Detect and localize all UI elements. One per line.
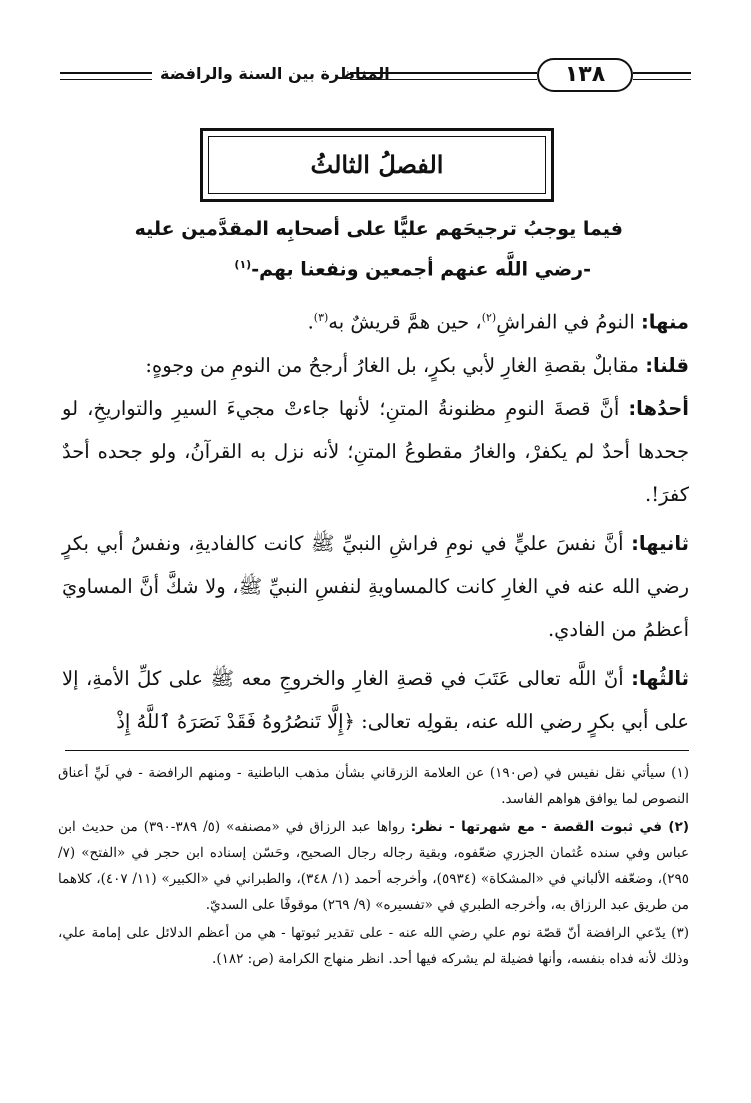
running-header xyxy=(60,58,691,94)
footnote-separator xyxy=(65,750,689,751)
chapter-title-box xyxy=(200,128,554,202)
second-point-lead: ثانيها: xyxy=(631,531,689,555)
footnotes xyxy=(58,760,689,974)
footnote-2-text: رواها عبد الرزاق في «مصنفه» (٥/ ٣٨٩-٣٩٠) من حديث ابن عباس وفي سنده عُثمان الجزري ضعّفوه، وبقية رجاله رجال الصحيح، وحَسّن إسناده ابن حجر في «الفتح» (٧/ ٢٩٥)، وضعّفه الألباني في «المشكاة» (٥٩٣٤)، وأخرجه أحمد (١/ ٣٤٨)، والطبراني في «الكبير» (١١/ ٤٠٧)، كلاهما من طريق عبد الرزاق به، وأخرجه الطبري في «تفسيره» (٩/ ٢٦٩) موقوفًا على السديّ. xyxy=(58,819,690,913)
claim-text-c: . xyxy=(307,310,314,334)
section-heading-line1: فيما يوجبُ ترجيحَهم عليًّا على أصحابِه المقدَّمين عليه xyxy=(134,218,623,240)
footnote-3: (٣) يدّعي الرافضة أنّ قصّة نوم علي رضي الله عنه - على تقدير ثبوتها - هي من أعظم الدلائل على إمامة علي، وذلك لأنه فداه بنفسه، وأنها فضيلة لم يشركه فيها أحد. انظر منهاج الكرامة (ص: ١٨٢). xyxy=(58,925,689,967)
main-body xyxy=(62,296,689,743)
first-point-text: أنَّ قصةَ النومِ مظنونةُ المتنِ؛ لأنها جاءتْ مجيءَ السيرِ والتواريخِ، لو جحدها أحدٌ لم يكفرْ، والغارُ مقطوعُ المتنِ؛ لأنه نزل به القرآنُ، ولو جحده أحدٌ كفرَ!. xyxy=(62,396,689,506)
claim-lead: منها: xyxy=(640,310,689,334)
footnote-1: (١) سيأتي نقل نفيس في (ص١٩٠) عن العلامة الزرقاني بشأن مذهب الباطنية - ومنهم الرافضة - في لَيِّ أعناق النصوص لما يوافق هواهم الفاسد. xyxy=(58,765,689,807)
reply-text: مقابلٌ بقصةِ الغارِ لأبي بكرٍ، بل الغارُ أرجحُ من النومِ من وجوهٍ: xyxy=(145,353,646,377)
second-point-text: أنَّ نفسَ عليٍّ في نومِ فراشِ النبيِّ ﷺ كانت كالفاديةِ، ونفسُ أبي بكرٍ رضي الله عنه في الغارِ كانت كالمساويةِ لنفسِ النبيِّ ﷺ، ولا شكَّ أنَّ المساويَ أعظمُ من الفادي. xyxy=(62,531,689,641)
chapter-title: الفصلُ الثالثُ xyxy=(208,136,546,194)
header-rule-left xyxy=(60,72,152,80)
footnote-ref-3: (٣) xyxy=(313,311,329,324)
section-heading-line2 xyxy=(234,258,591,280)
paragraph-reply xyxy=(62,344,689,387)
reply-lead: قلنا: xyxy=(645,353,689,377)
first-point-lead: أحدُها: xyxy=(628,396,689,420)
third-point-lead: ثالثُها: xyxy=(631,666,689,690)
footnote-2 xyxy=(58,814,689,918)
paragraph-claim xyxy=(62,296,689,344)
footnote-ref-2: (٢) xyxy=(481,311,497,324)
paragraph-third-point xyxy=(62,657,689,743)
claim-text-b: ، حين همَّ قريشٌ به xyxy=(328,310,482,334)
page-number: ١٣٨ xyxy=(537,58,633,92)
paragraph-second-point xyxy=(62,522,689,651)
footnote-ref-1: (١) xyxy=(234,258,252,271)
paragraph-first-point xyxy=(62,387,689,516)
section-heading-line2-text: -رضي اللَّه عنهم أجمعين ونفعنا بهم- xyxy=(251,258,591,281)
claim-text-a: النومُ في الفراشِ xyxy=(496,310,641,334)
footnote-2-lead: (٢) في ثبوت القصة - مع شهرتها - نظر: xyxy=(410,819,689,835)
third-point-text: أنّ اللَّه تعالى عَتَبَ في قصةِ الغارِ والخروجِ معه ﷺ على كلِّ الأمةِ، إلا على أبي بكرٍ رضي الله عنه، بقولِه تعالى: ﴿إِلَّا تَنصُرُوهُ فَقَدْ نَصَرَهُ ٱللَّهُ إِذْ xyxy=(62,666,689,733)
header-rule-right xyxy=(633,72,691,80)
book-title: المناظرة بين السنة والرافضة xyxy=(160,64,390,83)
